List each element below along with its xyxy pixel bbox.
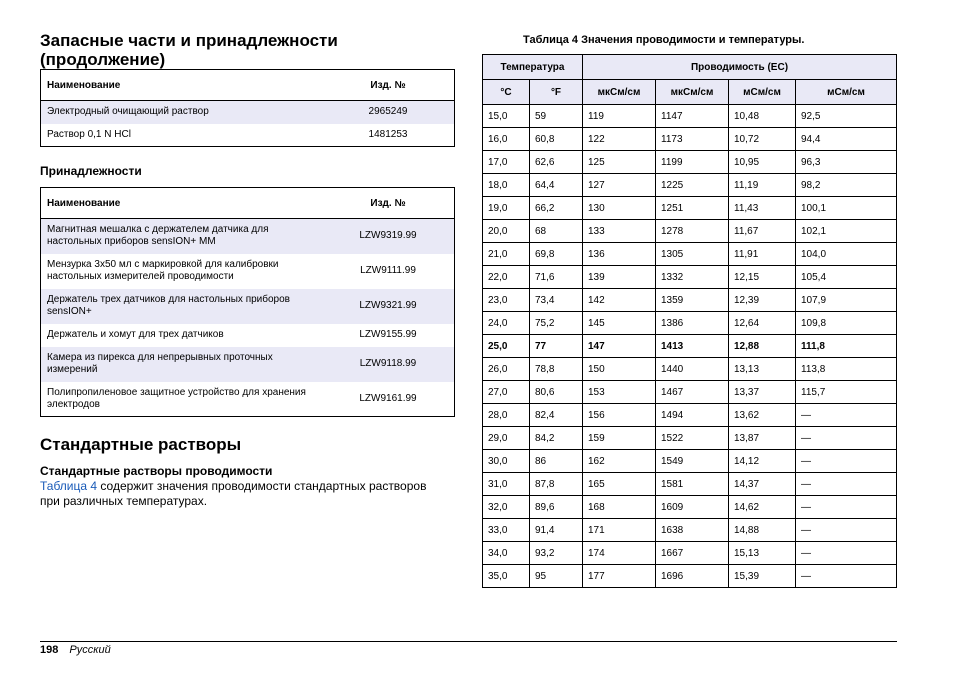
table-cell: 21,0 (483, 243, 530, 266)
table-cell: 13,87 (729, 427, 796, 450)
item-number: LZW9155.99 (359, 329, 417, 340)
subsection-heading: Стандартные растворы проводимости (40, 464, 273, 478)
table-cell: 109,8 (796, 312, 897, 335)
table-cell: 11,67 (729, 220, 796, 243)
table-cell: 30,0 (483, 450, 530, 473)
table-cell: 174 (583, 542, 656, 565)
table-cell: 1440 (656, 358, 729, 381)
table-cell: 1225 (656, 174, 729, 197)
table-row (41, 101, 455, 124)
table-cell: 150 (583, 358, 656, 381)
table-cell: 82,4 (530, 404, 583, 427)
table-cell: 12,64 (729, 312, 796, 335)
table-row (483, 174, 897, 197)
table-cell: 34,0 (483, 542, 530, 565)
spares-table (40, 69, 455, 147)
table-cell: 11,91 (729, 243, 796, 266)
paragraph-text: содержит значения проводимости стандартных растворов при различных температурах. (40, 479, 427, 508)
table-cell: 139 (583, 266, 656, 289)
group-header-temperature: Температура (483, 55, 583, 80)
table-cell: 1549 (656, 450, 729, 473)
table-cell: 119 (583, 105, 656, 128)
column-header: мкСм/см (583, 80, 656, 105)
table-cell: 1494 (656, 404, 729, 427)
table-row (483, 427, 897, 450)
table-reference-link[interactable]: Таблица 4 (40, 479, 98, 493)
table-cell: 12,39 (729, 289, 796, 312)
table-row (483, 289, 897, 312)
table-cell: 35,0 (483, 565, 530, 588)
item-name: Камера из пирекса для непрерывных проточных измерений (41, 347, 323, 382)
table-cell: 33,0 (483, 519, 530, 542)
column-header: мСм/см (729, 80, 796, 105)
table-cell: 14,37 (729, 473, 796, 496)
table-cell: 32,0 (483, 496, 530, 519)
table-row (483, 473, 897, 496)
table-cell: 78,8 (530, 358, 583, 381)
table-cell: 142 (583, 289, 656, 312)
table-cell: — (796, 427, 897, 450)
column-header-part: Изд. № (322, 70, 455, 101)
table-cell: 59 (530, 105, 583, 128)
table-row (483, 243, 897, 266)
table-cell: 136 (583, 243, 656, 266)
table-cell: 127 (583, 174, 656, 197)
table-cell: 20,0 (483, 220, 530, 243)
table-cell: 104,0 (796, 243, 897, 266)
item-number: 1481253 (368, 128, 408, 140)
table-cell: 1386 (656, 312, 729, 335)
page-number: 198 (40, 644, 59, 656)
table-cell: 10,95 (729, 151, 796, 174)
paragraph (40, 479, 440, 509)
table-row (483, 266, 897, 289)
table-cell: 14,62 (729, 496, 796, 519)
table-cell: 177 (583, 565, 656, 588)
table-cell: 13,37 (729, 381, 796, 404)
table-cell: 162 (583, 450, 656, 473)
table-cell: 159 (583, 427, 656, 450)
table-cell: 71,6 (530, 266, 583, 289)
table-cell: 165 (583, 473, 656, 496)
table-cell: 122 (583, 128, 656, 151)
table-cell: 133 (583, 220, 656, 243)
table-row (483, 105, 897, 128)
table-cell: 73,4 (530, 289, 583, 312)
table-cell: 93,2 (530, 542, 583, 565)
table-row (41, 347, 455, 382)
table-cell: 75,2 (530, 312, 583, 335)
table-cell: 1522 (656, 427, 729, 450)
table-cell: 1581 (656, 473, 729, 496)
table-cell: 18,0 (483, 174, 530, 197)
table-cell: 69,8 (530, 243, 583, 266)
table-cell: 107,9 (796, 289, 897, 312)
table-cell: 77 (530, 335, 583, 358)
table-cell: 1147 (656, 105, 729, 128)
table-cell: 130 (583, 197, 656, 220)
table-cell: — (796, 496, 897, 519)
table-cell: 1305 (656, 243, 729, 266)
table-cell: 147 (583, 335, 656, 358)
table-cell: 94,4 (796, 128, 897, 151)
table-cell: 1638 (656, 519, 729, 542)
column-header-part: Изд. № (322, 188, 455, 219)
table-row (483, 519, 897, 542)
conductivity-table-body (483, 105, 897, 588)
item-number: LZW9161.99 (359, 392, 417, 404)
table-cell: 24,0 (483, 312, 530, 335)
table-cell: 156 (583, 404, 656, 427)
table-row (483, 220, 897, 243)
conductivity-table (482, 54, 897, 588)
page-title: Запасные части и принадлежности (продолжение) (40, 31, 338, 69)
table-row (483, 197, 897, 220)
table-cell: 1251 (656, 197, 729, 220)
table-cell: 1667 (656, 542, 729, 565)
table-cell: 15,0 (483, 105, 530, 128)
item-name: Мензурка 3х50 мл с маркировкой для калибровки настольных измерителей проводимости (47, 259, 279, 282)
table-cell: 13,13 (729, 358, 796, 381)
item-name: Раствор 0,1 N HCl (47, 128, 131, 140)
table-cell: 1278 (656, 220, 729, 243)
item-name: Магнитная мешалка с держателем датчика для настольных приборов sensION+ MM (41, 219, 323, 254)
table-cell: 14,88 (729, 519, 796, 542)
table-cell: 105,4 (796, 266, 897, 289)
table-cell: 25,0 (483, 335, 530, 358)
table-cell: 1332 (656, 266, 729, 289)
table-row (483, 542, 897, 565)
table-cell: — (796, 450, 897, 473)
table-row (41, 124, 455, 147)
table-cell: 1467 (656, 381, 729, 404)
table-cell: 12,15 (729, 266, 796, 289)
table-row (483, 151, 897, 174)
table-cell: 153 (583, 381, 656, 404)
table-row (41, 382, 455, 417)
table-row (483, 565, 897, 588)
table-row (41, 254, 455, 289)
table-cell: 12,88 (729, 335, 796, 358)
table-cell: 84,2 (530, 427, 583, 450)
table-row (483, 496, 897, 519)
table-cell: 1696 (656, 565, 729, 588)
accessories-table (40, 187, 455, 417)
table-cell: 64,4 (530, 174, 583, 197)
column-header-name: Наименование (41, 188, 323, 219)
table-cell: 23,0 (483, 289, 530, 312)
table-cell: 168 (583, 496, 656, 519)
column-header: °C (483, 80, 530, 105)
table-cell: 91,4 (530, 519, 583, 542)
item-number: 2965249 (322, 101, 455, 124)
footer-language: Русский (69, 644, 111, 656)
table-cell: 27,0 (483, 381, 530, 404)
table-cell: 1413 (656, 335, 729, 358)
table-cell: 14,12 (729, 450, 796, 473)
item-number: LZW9111.99 (360, 265, 416, 276)
table-cell: 80,6 (530, 381, 583, 404)
table-cell: 145 (583, 312, 656, 335)
table-cell: 1609 (656, 496, 729, 519)
item-name: Держатель и хомут для трех датчиков (47, 329, 224, 340)
table-row (41, 289, 455, 324)
table-cell: 19,0 (483, 197, 530, 220)
table-cell: 102,1 (796, 220, 897, 243)
table-cell: — (796, 519, 897, 542)
table-cell: 13,62 (729, 404, 796, 427)
footer (40, 644, 111, 656)
item-number: LZW9321.99 (322, 289, 455, 324)
table-caption: Таблица 4 Значения проводимости и температуры. (523, 34, 805, 46)
table-cell: 96,3 (796, 151, 897, 174)
table-cell: 100,1 (796, 197, 897, 220)
table-row (483, 312, 897, 335)
item-number: LZW9319.99 (322, 219, 455, 254)
column-header-name: Наименование (41, 70, 323, 101)
table-cell: 62,6 (530, 151, 583, 174)
table-cell: 15,13 (729, 542, 796, 565)
table-cell: 1173 (656, 128, 729, 151)
table-row (41, 219, 455, 254)
table-cell: 15,39 (729, 565, 796, 588)
column-header: мкСм/см (656, 80, 729, 105)
item-name: Электродный очищающий раствор (41, 101, 323, 124)
table-cell: — (796, 565, 897, 588)
table-cell: 125 (583, 151, 656, 174)
table-cell: 29,0 (483, 427, 530, 450)
table-cell: 115,7 (796, 381, 897, 404)
table-cell: 92,5 (796, 105, 897, 128)
column-header: °F (530, 80, 583, 105)
table-cell: 95 (530, 565, 583, 588)
accessories-heading: Принадлежности (40, 164, 142, 178)
section-heading: Стандартные растворы (40, 435, 242, 454)
table-cell: 17,0 (483, 151, 530, 174)
table-cell: — (796, 473, 897, 496)
table-cell: 16,0 (483, 128, 530, 151)
item-name: Полипропиленовое защитное устройство для хранения электродов (47, 386, 306, 410)
table-row (483, 358, 897, 381)
table-cell: 22,0 (483, 266, 530, 289)
table-row (41, 324, 455, 347)
table-cell: 111,8 (796, 335, 897, 358)
table-row (483, 404, 897, 427)
table-cell: 171 (583, 519, 656, 542)
table-cell: 28,0 (483, 404, 530, 427)
table-cell: 10,48 (729, 105, 796, 128)
table-row (483, 128, 897, 151)
table-row (483, 450, 897, 473)
table-cell: 11,19 (729, 174, 796, 197)
table-cell: 60,8 (530, 128, 583, 151)
table-cell: 87,8 (530, 473, 583, 496)
table-cell: 26,0 (483, 358, 530, 381)
table-cell: 98,2 (796, 174, 897, 197)
table-cell: 11,43 (729, 197, 796, 220)
item-number: LZW9118.99 (322, 347, 455, 382)
table-cell: 10,72 (729, 128, 796, 151)
table-cell: 1359 (656, 289, 729, 312)
table-cell: 1199 (656, 151, 729, 174)
group-header-conductivity: Проводимость (ЕС) (583, 55, 897, 80)
table-cell: — (796, 404, 897, 427)
table-cell: 86 (530, 450, 583, 473)
table-row (483, 381, 897, 404)
table-cell: 31,0 (483, 473, 530, 496)
table-cell: 89,6 (530, 496, 583, 519)
column-header: мСм/см (796, 80, 897, 105)
footer-divider (40, 641, 897, 642)
table-row (483, 335, 897, 358)
table-cell: — (796, 542, 897, 565)
table-cell: 66,2 (530, 197, 583, 220)
item-name: Держатель трех датчиков для настольных приборов sensION+ (41, 289, 323, 324)
table-cell: 113,8 (796, 358, 897, 381)
table-cell: 68 (530, 220, 583, 243)
